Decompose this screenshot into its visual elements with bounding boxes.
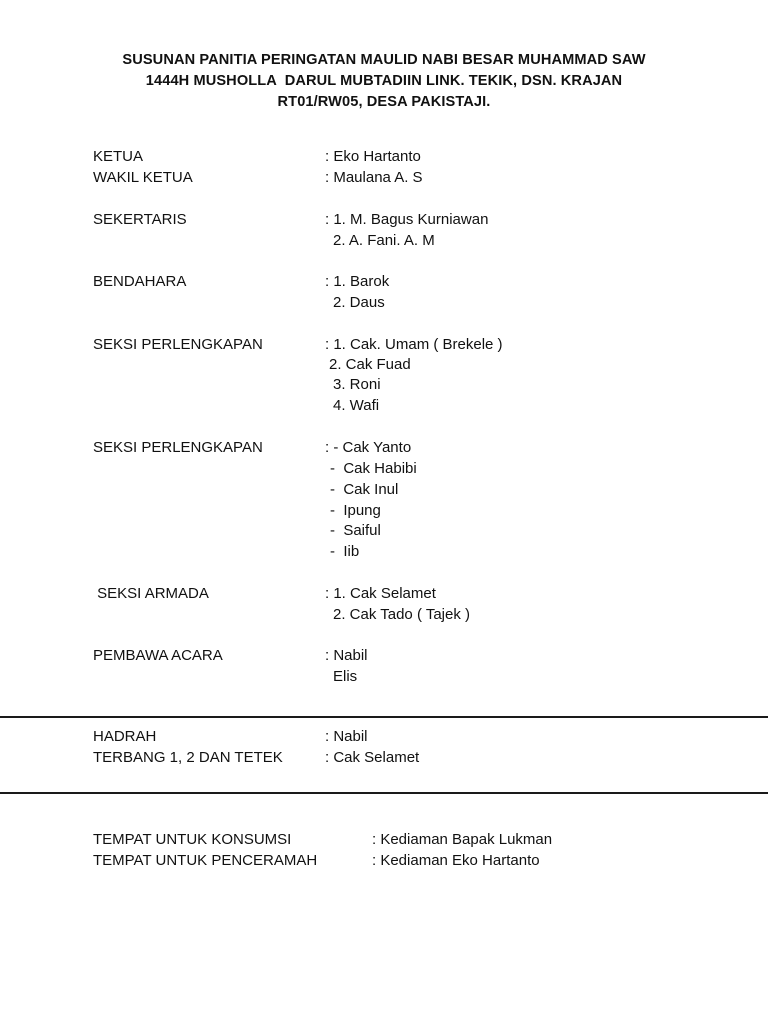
row-value: : 1. M. Bagus Kurniawan xyxy=(325,211,489,228)
row-value: : 1. Cak Selamet xyxy=(325,585,436,602)
row-label: SEKERTARIS xyxy=(93,211,187,228)
row-continuation: 2. A. Fani. A. M xyxy=(333,232,435,249)
section-divider xyxy=(0,716,768,718)
row-continuation: Elis xyxy=(333,668,358,685)
row-label: WAKIL KETUA xyxy=(93,169,193,186)
row-value: : Maulana A. S xyxy=(325,169,423,186)
row-continuation: - Cak Habibi xyxy=(330,460,417,477)
row-value: : - Cak Yanto xyxy=(325,439,412,456)
row-continuation: 3. Roni xyxy=(333,376,381,393)
row-value: : Kediaman Bapak Lukman xyxy=(372,831,553,848)
row-label: SEKSI ARMADA xyxy=(93,585,209,602)
row-continuation: 2. Cak Tado ( Tajek ) xyxy=(333,606,471,623)
row-label: KETUA xyxy=(93,148,144,165)
row-continuation: 2. Cak Fuad xyxy=(329,356,411,373)
row-terbang xyxy=(93,748,420,831)
row-value: : 1. Cak. Umam ( Brekele ) xyxy=(325,336,503,353)
row-continuation: - Saiful xyxy=(330,522,381,539)
row-value: : Cak Selamet xyxy=(325,749,420,766)
row-continuation: - Ipung xyxy=(330,502,381,519)
row-value: : Nabil xyxy=(325,647,368,664)
row-value: : Eko Hartanto xyxy=(325,148,421,165)
row-continuation: 2. Daus xyxy=(333,294,385,311)
row-tempat-penceramah xyxy=(93,851,540,934)
row-value: : 1. Barok xyxy=(325,273,390,290)
row-label: TERBANG 1, 2 DAN TETEK xyxy=(93,749,283,766)
title-line-1: SUSUNAN PANITIA PERINGATAN MAULID NABI BESAR MUHAMMAD SAW xyxy=(122,52,646,68)
row-value: : Kediaman Eko Hartanto xyxy=(372,852,540,869)
section-divider xyxy=(0,792,768,794)
row-label: TEMPAT UNTUK KONSUMSI xyxy=(93,831,292,848)
row-continuation: - Cak Inul xyxy=(330,481,399,498)
row-label: SEKSI PERLENGKAPAN xyxy=(93,439,263,456)
title-line-2: 1444H MUSHOLLA DARUL MUBTADIIN LINK. TEKIK, DSN. KRAJAN xyxy=(145,72,623,89)
row-continuation: - Iib xyxy=(330,543,360,560)
row-label: PEMBAWA ACARA xyxy=(93,647,223,664)
row-continuation: 4. Wafi xyxy=(333,397,380,414)
document-title xyxy=(0,50,768,112)
title-line-3: RT01/RW05, DESA PAKISTAJI. xyxy=(277,93,491,110)
row-label: TEMPAT UNTUK PENCERAMAH xyxy=(93,852,318,869)
row-label: BENDAHARA xyxy=(93,273,187,290)
row-label: HADRAH xyxy=(93,728,157,745)
row-label: SEKSI PERLENGKAPAN xyxy=(93,336,263,353)
row-value: : Nabil xyxy=(325,728,368,745)
